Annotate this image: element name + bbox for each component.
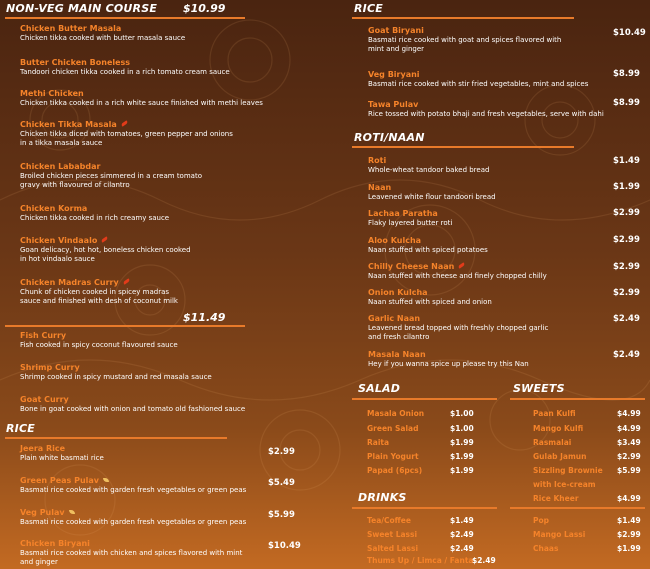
item-name: Fish Curry (20, 331, 67, 340)
menu-item (20, 395, 245, 414)
item-price: $8.99 (613, 98, 640, 108)
heading-rule (352, 146, 574, 148)
heading-rule (510, 507, 645, 509)
chili-icon (121, 120, 128, 126)
menu-item (20, 236, 191, 264)
chili-icon (101, 236, 108, 242)
sweets-item-name: Rice Kheer (533, 494, 579, 503)
item-desc: Plain white basmati rice (20, 454, 104, 462)
item-desc-2: mint and ginger (368, 45, 425, 53)
drinks-item-price: $2.49 (472, 556, 496, 565)
menu-item (368, 156, 489, 175)
seafood-price: $11.49 (183, 311, 226, 324)
menu-item (368, 350, 529, 369)
item-desc: Chicken tikka cooked in rich creamy sauce (20, 214, 170, 222)
item-name: Chicken Madras Curry (20, 278, 119, 287)
item-name: Veg Biryani (368, 70, 420, 79)
heading-rule (352, 398, 497, 400)
salad-title: SALAD (358, 382, 401, 395)
menu-item (368, 70, 588, 89)
item-price: $2.99 (268, 447, 295, 457)
salad-item-price: $1.99 (450, 438, 474, 447)
drinks-item-price: $2.49 (450, 544, 474, 553)
chili-icon (122, 278, 129, 284)
item-desc: Whole-wheat tandoor baked bread (368, 166, 490, 174)
item-name: Naan (368, 183, 392, 192)
heading-rule (5, 17, 245, 19)
item-name: Chilly Cheese Naan (368, 262, 455, 271)
sweets-item-price: $4.99 (617, 409, 641, 418)
menu-item (20, 278, 178, 306)
item-name: Veg Pulav (20, 508, 65, 517)
salad-item-price: $1.00 (450, 424, 474, 433)
item-price: $8.99 (613, 69, 640, 79)
heading-rule (352, 507, 497, 509)
chili-icon (458, 262, 465, 268)
menu-item (368, 288, 492, 307)
sweets-item-name: Gulab Jamun (533, 452, 587, 461)
item-desc: Fish cooked in spicy coconut flavoured sauce (20, 341, 178, 349)
salad-item-price: $1.00 (450, 409, 474, 418)
item-desc: Rice tossed with potato bhaji and fresh vegetables, serve with dahi (368, 110, 604, 118)
sweets-item-name: Mango Kulfi (533, 424, 584, 433)
item-desc-2: and ginger (20, 558, 58, 566)
item-name: Roti (368, 156, 387, 165)
item-desc: Basmati rice cooked with garden fresh vegetables or green peas (20, 486, 247, 494)
menu-item (20, 89, 263, 108)
item-name: Green Peas Pulav (20, 476, 99, 485)
item-desc: Chicken tikka cooked in a rich white sauce finished with methi leaves (20, 99, 263, 107)
menu-item (20, 444, 104, 463)
item-desc: Basmati rice cooked with stir fried vegetables, mint and spices (368, 80, 589, 88)
item-name: Lachaa Paratha (368, 209, 438, 218)
drinks-item-name: Mango Lassi (533, 530, 586, 539)
menu-item (20, 476, 246, 495)
item-name: Goat Curry (20, 395, 69, 404)
item-price: $2.49 (613, 350, 640, 360)
item-name: Tawa Pulav (368, 100, 419, 109)
item-price: $2.49 (613, 314, 640, 324)
item-desc: Flaky layered butter roti (368, 219, 453, 227)
sweets-item-price: $5.99 (617, 466, 641, 475)
item-desc: Goan delicacy, hot hot, boneless chicken cooked (20, 246, 191, 254)
item-desc-2: and fresh cilantro (368, 333, 430, 341)
item-desc: Basmati rice cooked with goat and spices flavored with (368, 36, 562, 44)
item-price: $1.49 (613, 156, 640, 166)
drinks-item-name: Chaas (533, 544, 559, 553)
item-price: $10.49 (268, 541, 301, 551)
drinks-item-price: $2.99 (617, 530, 641, 539)
heading-rule (5, 437, 227, 439)
menu-item (368, 26, 561, 54)
item-desc: Naan stuffed with spiced potatoes (368, 246, 488, 254)
item-desc: Chicken tikka diced with tomatoes, green pepper and onions (20, 130, 233, 138)
item-price: $2.99 (613, 208, 640, 218)
menu-item (20, 120, 233, 148)
item-name: Aloo Kulcha (368, 236, 422, 245)
drinks-item-name: Sweet Lassi (367, 530, 418, 539)
item-price: $2.99 (613, 288, 640, 298)
item-desc: Leavened white flour tandoori bread (368, 193, 496, 201)
menu-item (20, 58, 230, 77)
heading-rule (352, 17, 574, 19)
menu-item (368, 314, 548, 342)
item-desc-2: in hot vindaalo sauce (20, 255, 95, 263)
leaf-icon (69, 510, 75, 514)
rice-left-title: RICE (6, 422, 35, 435)
item-name: Chicken Lababdar (20, 162, 101, 171)
item-name: Chicken Korma (20, 204, 88, 213)
sweets-item-price: $2.99 (617, 452, 641, 461)
item-desc-2: sauce and finished with desh of coconut milk (20, 297, 178, 305)
sweets-item-price: $4.99 (617, 494, 641, 503)
non-veg-price: $10.99 (183, 2, 226, 15)
item-price: $1.99 (613, 182, 640, 192)
item-name: Chicken Biryani (20, 539, 90, 548)
non-veg-title: NON-VEG MAIN COURSE (6, 2, 158, 15)
drinks-item-name: Tea/Coffee (367, 516, 411, 525)
item-price: $5.99 (268, 510, 295, 520)
salad-item-name: Masala Onion (367, 409, 425, 418)
item-desc: Naan stuffed with cheese and finely chopped chilly (368, 272, 547, 280)
drinks-item-price: $1.49 (617, 516, 641, 525)
sweets-item-name: Rasmalai (533, 438, 572, 447)
menu-item (20, 204, 169, 223)
leaf-icon (103, 478, 109, 482)
menu-item (368, 262, 547, 281)
salad-item-name: Papad (6pcs) (367, 466, 423, 475)
menu-item (20, 363, 212, 382)
menu-item (368, 100, 604, 119)
item-name: Butter Chicken Boneless (20, 58, 131, 67)
drinks-title: DRINKS (358, 491, 407, 504)
salad-item-name: Green Salad (367, 424, 419, 433)
item-desc: Leavened bread topped with freshly chopped garlic (368, 324, 549, 332)
sweets-item-price: $4.99 (617, 424, 641, 433)
item-name: Chicken Vindaalo (20, 236, 98, 245)
item-desc: Chunk of chicken cooked in spicey madras (20, 288, 170, 296)
drinks-item-name: Pop (533, 516, 550, 525)
drinks-item-price: $2.49 (450, 530, 474, 539)
item-desc: Hey if you wanna spice up please try this Nan (368, 360, 529, 368)
sweets-title: SWEETS (513, 382, 565, 395)
sweets-item-name: with Ice-cream (533, 480, 596, 489)
item-name: Onion Kulcha (368, 288, 428, 297)
item-name: Methi Chicken (20, 89, 84, 98)
menu-item (20, 331, 178, 350)
item-desc-2: gravy with flavoured of cilantro (20, 181, 130, 189)
item-desc: Shrimp cooked in spicy mustard and red masala sauce (20, 373, 212, 381)
drinks-item-price: $1.99 (617, 544, 641, 553)
salad-item-price: $1.99 (450, 452, 474, 461)
rice-right-title: RICE (354, 2, 383, 15)
item-name: Shrimp Curry (20, 363, 80, 372)
item-name: Chicken Butter Masala (20, 24, 122, 33)
menu-item (368, 236, 488, 255)
item-price: $2.99 (613, 262, 640, 272)
menu-item (368, 183, 496, 202)
item-desc-2: in a tikka masala sauce (20, 139, 103, 147)
menu-item (20, 539, 242, 567)
item-name: Goat Biryani (368, 26, 424, 35)
sweets-item-price: $3.49 (617, 438, 641, 447)
item-desc: Basmati rice cooked with garden fresh vegetables or green peas (20, 518, 247, 526)
item-name: Masala Naan (368, 350, 426, 359)
item-name: Jeera Rice (20, 444, 66, 453)
drinks-item-name: Salted Lassi (367, 544, 419, 553)
sweets-item-name: Paan Kulfi (533, 409, 576, 418)
item-name: Chicken Tikka Masala (20, 120, 117, 129)
item-desc: Bone in goat cooked with onion and tomato old fashioned sauce (20, 405, 246, 413)
item-price: $2.99 (613, 235, 640, 245)
item-desc: Tandoori chicken tikka cooked in a rich tomato cream sauce (20, 68, 230, 76)
item-price: $10.49 (613, 28, 646, 38)
item-name: Garlic Naan (368, 314, 421, 323)
heading-rule (5, 325, 245, 327)
salad-item-price: $1.99 (450, 466, 474, 475)
item-desc: Basmati rice cooked with chicken and spices flavored with mint (20, 549, 243, 557)
drinks-item-price: $1.49 (450, 516, 474, 525)
roti-title: ROTI/NAAN (354, 131, 425, 144)
item-desc: Naan stuffed with spiced and onion (368, 298, 492, 306)
menu-item (20, 508, 246, 527)
menu-item (20, 24, 185, 43)
item-desc: Chicken tikka cooked with butter masala sauce (20, 34, 186, 42)
salad-item-name: Plain Yogurt (367, 452, 419, 461)
item-price: $5.49 (268, 478, 295, 488)
sweets-item-name: Sizzling Brownie (533, 466, 603, 475)
heading-rule (510, 398, 645, 400)
drinks-item-name: Thums Up / Limca / Fanta (367, 556, 474, 565)
item-desc: Broiled chicken pieces simmered in a cream tomato (20, 172, 202, 180)
menu-item (20, 162, 202, 190)
menu-item (368, 209, 452, 228)
salad-item-name: Raita (367, 438, 390, 447)
